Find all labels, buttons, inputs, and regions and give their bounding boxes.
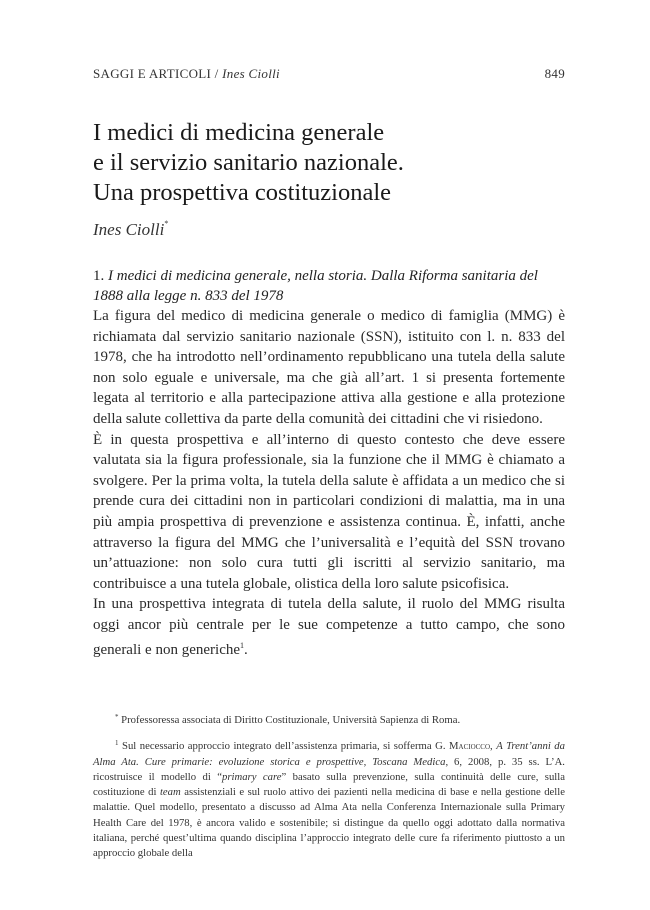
footnote-1-mark: 1 bbox=[115, 739, 119, 748]
footnote-ref-1[interactable]: 1 bbox=[240, 640, 245, 650]
body-text bbox=[93, 306, 565, 660]
byline-author: Ines Ciolli bbox=[93, 220, 165, 239]
footnote-1-text-e: assistenziali e sul ruolo attivo dei pazienti nella medicina di base e nella gestione delle malattie. Quel modello, presentato a discusso ad Alma Ata nella Conferenza Internazionale sulla Primary Health Care del 1978, è ancora valido e sostenibile; si distingue da quello oggi adottato dalla normativa italiana, perché quest’ultima quando disciplina l’approccio integrato delle cure fa riferimento piuttosto a un approccio globale della bbox=[93, 786, 565, 860]
byline-footnote-mark[interactable]: * bbox=[164, 219, 169, 228]
paragraph-1: La figura del medico di medicina generale o medico di famiglia (MMG) è richiamata dal servizio sanitario nazionale (SSN), istituito con l. n. 833 del 1978, che ha introdotto nell’ordinamento repubblicano una tutela della salute non solo eguale e universale, ma che già all’art. 1 si presenta fortemente legata al territorio e alla partecipazione attiva alla gestione e alla protezione della salute collettiva da parte della comunità dei cittadini che vi risiedono. bbox=[93, 308, 565, 427]
footnote-1-text-c: , 6, 2008, p. 35 ss. L’A. ricostruisce il modello di “ bbox=[93, 755, 565, 783]
footnote-1-text-b: , bbox=[490, 740, 497, 753]
running-head bbox=[93, 66, 565, 82]
footnote-star-text: Professoressa associata di Diritto Costituzionale, Università Sapienza di Roma. bbox=[121, 714, 461, 726]
section-heading bbox=[93, 266, 565, 306]
running-head-journal: SAGGI E ARTICOLI / bbox=[93, 66, 223, 81]
page-number: 849 bbox=[544, 66, 565, 81]
article-title bbox=[93, 118, 573, 208]
title-line-1: I medici di medicina generale bbox=[93, 119, 385, 146]
paragraph-2: È in questa prospettiva e all’interno di questo contesto che deve essere valutata sia la figura professionale, sia la funzione che il MMG è chiamato a svolgere. Per la prima volta, la tutela della salute è affidata a un medico che si prende cura dei cittadini non in particolari condizioni di malattia, ma in una più ampia prospettiva di prevenzione e assistenza continua. È, infatti, anche attraverso la figura del MMG che l’universalità e l’equità del SSN trovano un’attuazione: non solo cura tutti gli iscritti al servizio sanitario, ma contribuisce a una tutela globale, olistica della loro salute psicofisica. bbox=[93, 431, 565, 592]
footnote-1-text-a: Sul necessario approccio integrato dell’assistenza primaria, si sofferma G. bbox=[122, 740, 450, 753]
title-line-3: Una prospettiva costituzionale bbox=[93, 179, 391, 206]
footnote-1-text-d: ” basato sulla prevenzione, sulla continuità delle cure, sulla costituzione di bbox=[93, 770, 565, 799]
paragraph-3-text: In una prospettiva integrata di tutela della salute, il ruolo del MMG risulta oggi ancor più centrale per le sue competenze a tutto campo, che sono generali e non generiche bbox=[93, 596, 565, 658]
section-title: I medici di medicina generale, nella storia. Dalla Riforma sanitaria del 1888 alla legge n. 833 del 1978 bbox=[93, 268, 538, 304]
title-line-2: e il servizio sanitario nazionale. bbox=[93, 149, 404, 176]
footnote-star-mark: * bbox=[115, 713, 119, 721]
footnote-1-work-title: A Trent’anni da Alma Ata. Cure primarie: evoluzione storica e prospettive, Toscana Medica bbox=[93, 740, 565, 768]
footnote-1-term-team: team bbox=[159, 786, 181, 799]
footnote-1-term-primary-care: primary care bbox=[222, 770, 282, 783]
section-number: 1. bbox=[93, 268, 105, 284]
footnotes bbox=[93, 710, 565, 870]
paragraph-3: In una prospettiva integrata di tutela della salute, il ruolo del MMG risulta oggi ancor più centrale per le sue competenze a tutto campo, che sono generali e non generiche$^1$. bbox=[93, 596, 565, 658]
byline bbox=[93, 219, 168, 240]
footnote-1-author: Maciocco bbox=[449, 740, 491, 753]
footnote-1 bbox=[93, 736, 565, 861]
running-head-author: Ines Ciolli bbox=[222, 66, 280, 81]
footnote-star bbox=[93, 710, 565, 728]
